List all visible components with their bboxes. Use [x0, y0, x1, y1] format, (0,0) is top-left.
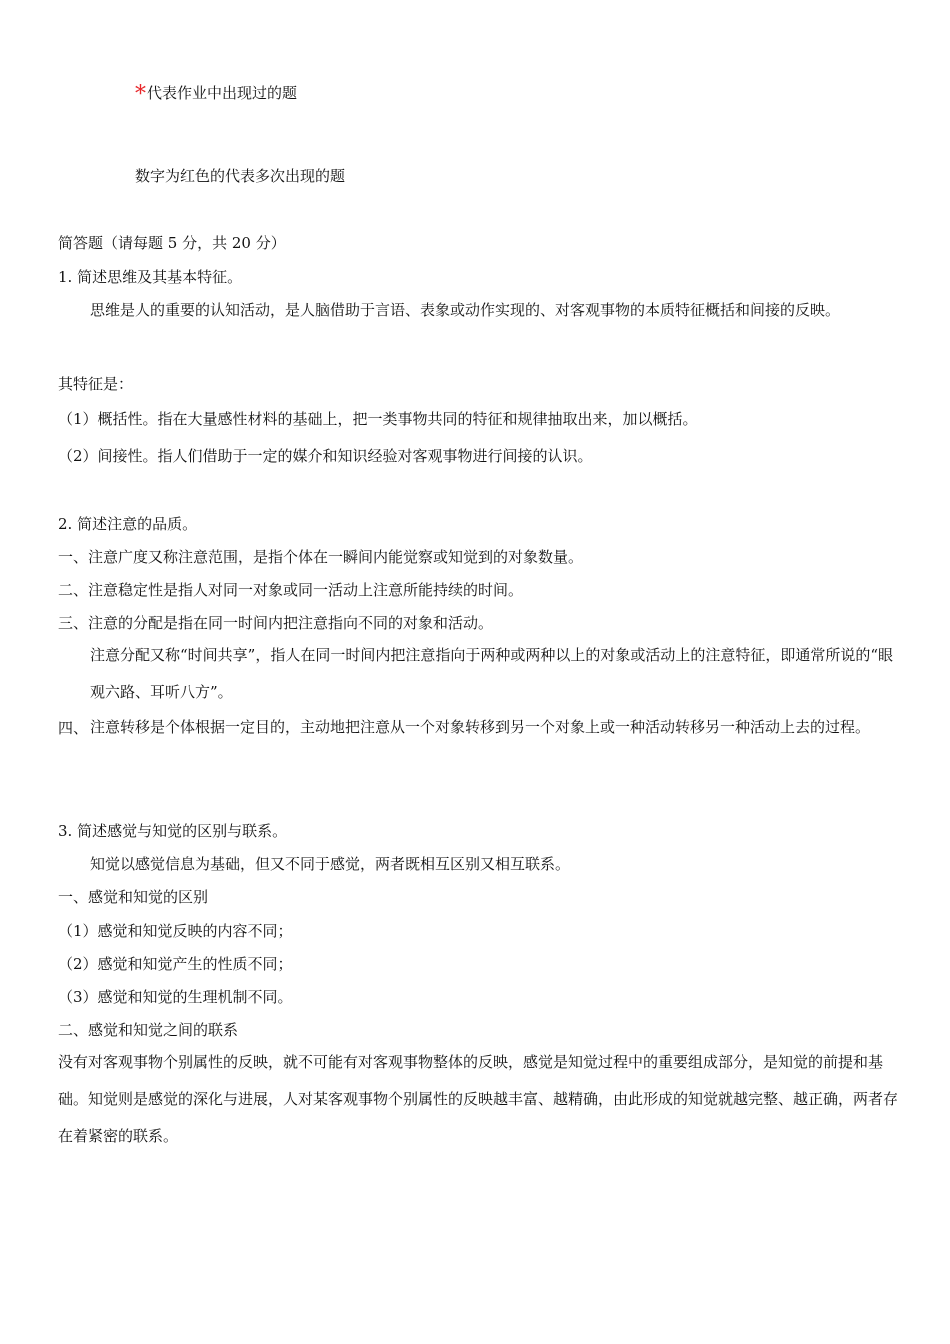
q2-item-2: 二、注意稳定性是指人对同一对象或同一活动上注意所能持续的时间。 [58, 581, 524, 599]
q3-title: 3. 简述感觉与知觉的区别与联系。 [58, 822, 288, 840]
q2-title: 2. 简述注意的品质。 [58, 515, 198, 533]
legend-note-star-text: 代表作业中出现过的题 [147, 84, 298, 102]
q3-diff-1: （1）感觉和知觉反映的内容不同； [58, 922, 293, 940]
q3-diff-3: （3）感觉和知觉的生理机制不同。 [58, 988, 293, 1006]
legend-note-red-number: 数字为红色的代表多次出现的题 [135, 167, 346, 185]
q1-feature-2: （2）间接性。指人们借助于一定的媒介和知识经验对客观事物进行间接的认识。 [58, 447, 593, 465]
red-star-icon: * [135, 82, 146, 107]
section-heading: 简答题（请每题 5 分，共 20 分） [58, 234, 286, 252]
q2-item-1: 一、注意广度又称注意范围，是指个体在一瞬间内能觉察或知觉到的对象数量。 [58, 548, 584, 566]
q2-item-4-head: 四、 [58, 719, 89, 737]
q2-item-4-body: 注意转移是个体根据一定目的，主动地把注意从一个对象转移到另一个对象上或一种活动转移另一种活动上去的过程。 [90, 718, 871, 736]
q3-link-heading: 二、感觉和知觉之间的联系 [58, 1021, 239, 1039]
q1-title: 1. 简述思维及其基本特征。 [58, 268, 243, 286]
q2-item-3: 三、注意的分配是指在同一时间内把注意指向不同的对象和活动。 [58, 614, 494, 632]
q1-definition: 思维是人的重要的认知活动，是人脑借助于言语、表象或动作实现的、对客观事物的本质特征概括和间接的反映。 [90, 301, 841, 319]
legend-note-star [135, 82, 298, 107]
q3-link-body: 没有对客观事物个别属性的反映，就不可能有对客观事物整体的反映，感觉是知觉过程中的重要组成部分，是知觉的前提和基础。知觉则是感觉的深化与进展，人对某客观事物个别属性的反映越丰富、越精确，由此形成的知觉就越完整、越正确，两者存在着紧密的联系。 [58, 1053, 899, 1145]
q1-feature-1: （1）概括性。指在大量感性材料的基础上，把一类事物共同的特征和规律抽取出来，加以概括。 [58, 410, 698, 428]
q1-features-intro: 其特征是： [58, 375, 134, 393]
q3-diff-2: （2）感觉和知觉产生的性质不同； [58, 955, 293, 973]
q3-intro: 知觉以感觉信息为基础，但又不同于感觉，两者既相互区别又相互联系。 [90, 855, 571, 873]
q2-item-3-note: 注意分配又称“时间共享”，指人在同一时间内把注意指向于两种或两种以上的对象或活动上的注意特征，即通常所说的“眼观六路、耳听八方”。 [90, 646, 894, 701]
q3-diff-heading: 一、感觉和知觉的区别 [58, 888, 209, 906]
